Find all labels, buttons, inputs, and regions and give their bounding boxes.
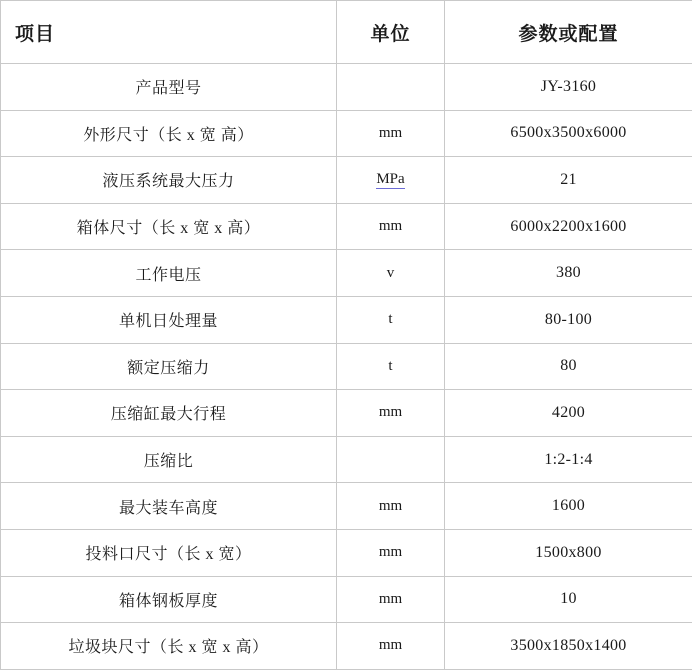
cell-value: 6500x3500x6000 (445, 110, 692, 157)
table-row (1, 529, 692, 576)
cell-value: JY-3160 (445, 64, 692, 111)
cell-item: 产品型号 (1, 64, 337, 111)
table-row (1, 110, 692, 157)
table-row (1, 296, 692, 343)
table-header-row (1, 1, 692, 64)
cell-unit (337, 64, 445, 111)
cell-item: 箱体钢板厚度 (1, 576, 337, 623)
table-row (1, 343, 692, 390)
cell-unit: mm (337, 483, 445, 530)
cell-item: 箱体尺寸（长 x 宽 x 高） (1, 203, 337, 250)
cell-item: 液压系统最大压力 (1, 157, 337, 204)
cell-unit: mm (337, 110, 445, 157)
cell-item: 外形尺寸（长 x 宽 高） (1, 110, 337, 157)
cell-item: 单机日处理量 (1, 296, 337, 343)
cell-value: 1500x800 (445, 529, 692, 576)
column-header-unit: 单位 (337, 1, 445, 64)
cell-unit-text: MPa (376, 171, 404, 189)
table-row (1, 623, 692, 670)
cell-value: 4200 (445, 390, 692, 437)
column-header-item: 项目 (1, 1, 337, 64)
table-row (1, 203, 692, 250)
cell-item: 最大装车高度 (1, 483, 337, 530)
cell-item: 额定压缩力 (1, 343, 337, 390)
cell-unit: t (337, 343, 445, 390)
cell-value: 10 (445, 576, 692, 623)
table-row (1, 436, 692, 483)
table-row (1, 64, 692, 111)
cell-value: 6000x2200x1600 (445, 203, 692, 250)
cell-unit: mm (337, 623, 445, 670)
cell-value: 1:2-1:4 (445, 436, 692, 483)
cell-unit: mm (337, 529, 445, 576)
cell-item: 工作电压 (1, 250, 337, 297)
table-row (1, 250, 692, 297)
table-row (1, 576, 692, 623)
table-row (1, 483, 692, 530)
cell-value: 3500x1850x1400 (445, 623, 692, 670)
table-row (1, 157, 692, 204)
cell-unit: v (337, 250, 445, 297)
cell-item: 压缩比 (1, 436, 337, 483)
cell-value: 80-100 (445, 296, 692, 343)
cell-value: 380 (445, 250, 692, 297)
table-header (1, 1, 692, 64)
cell-item: 压缩缸最大行程 (1, 390, 337, 437)
cell-unit: mm (337, 576, 445, 623)
cell-unit: mm (337, 390, 445, 437)
cell-unit (337, 436, 445, 483)
cell-unit (337, 157, 445, 204)
cell-unit: mm (337, 203, 445, 250)
table-body (1, 64, 692, 670)
column-header-value: 参数或配置 (445, 1, 692, 64)
table-row (1, 390, 692, 437)
cell-unit: t (337, 296, 445, 343)
cell-item: 投料口尺寸（长 x 宽） (1, 529, 337, 576)
cell-value: 80 (445, 343, 692, 390)
cell-value: 21 (445, 157, 692, 204)
cell-item: 垃圾块尺寸（长 x 宽 x 高） (1, 623, 337, 670)
cell-value: 1600 (445, 483, 692, 530)
